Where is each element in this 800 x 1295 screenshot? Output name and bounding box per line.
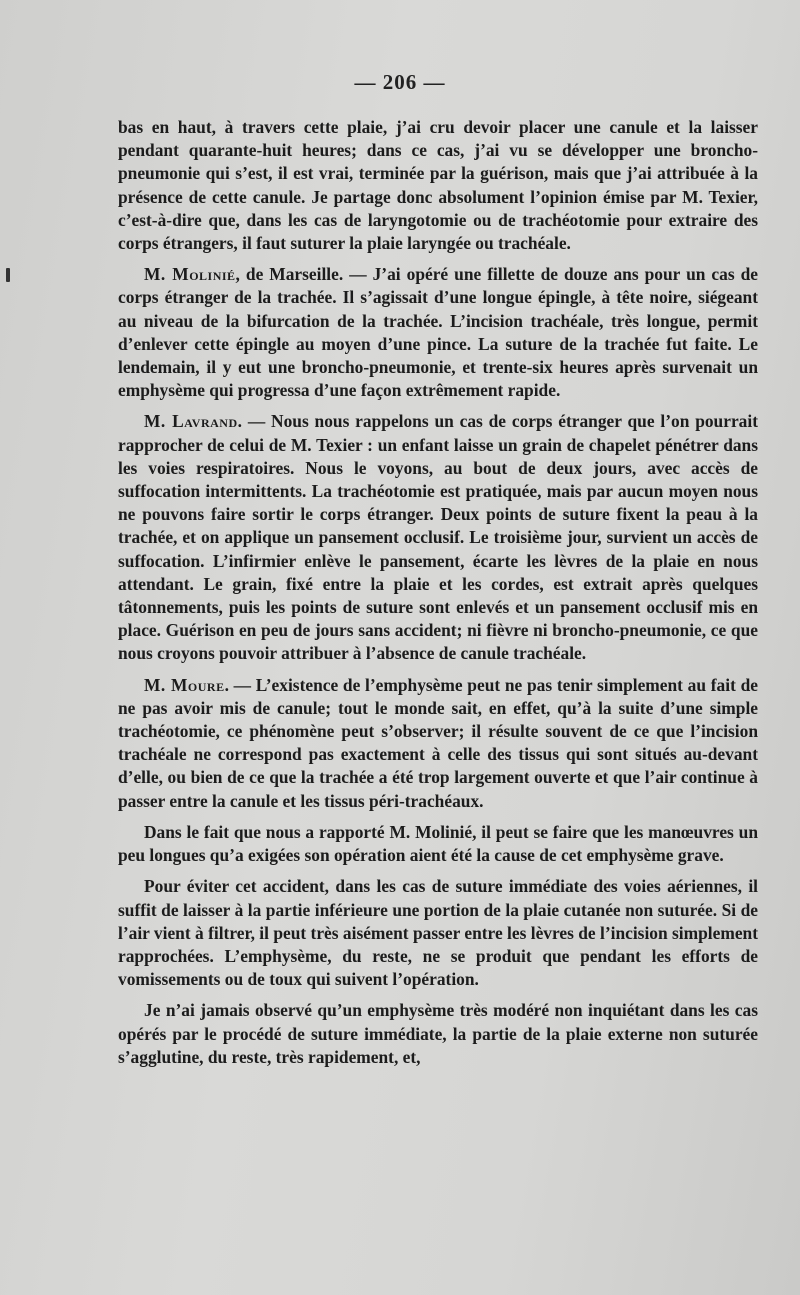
body-text bbox=[118, 116, 758, 1077]
margin-mark bbox=[6, 268, 10, 282]
paragraph-text: . — Nous nous rappelons un cas de corps étranger que l’on pourrait rapprocher de celui de M. Texier : un enfant laisse un grain de chapelet pénétrer dans les voies respiratoires. Nous le voyons, au bout de deux jours, avec accès de suffocation intermittents. La trachéotomie est pratiquée, mais par aucun moyen nous ne pouvons faire sortir le corps étranger. Deux points de suture fixent la peau à la trachée, et on applique un pansement occlusif. Le troisième jour, survient un accès de suffocation. L’infirmier enlève le pansement, écarte les lèvres de la plaie en nous attendant. Le grain, fixé entre la plaie et les cordes, est extrait après quelques tâtonnements, puis les points de suture sont enlevés et un pansement occlusif mis en place. Guérison en peu de jours sans accident; ni fièvre ni broncho-pneumonie, ce que nous croyons pouvoir attribuer à l’absence de canule trachéale. bbox=[118, 411, 758, 664]
page-number: — 206 — bbox=[354, 70, 446, 94]
paragraph-text: Je n’ai jamais observé qu’un emphysème très modéré non inquiétant dans les cas opérés par le procédé de suture immédiate, la partie de la plaie externe non suturée s’agglutine, du reste, très rapidement, et, bbox=[118, 1000, 758, 1067]
paragraph-text: , de Marseille. — J’ai opéré une fillette de douze ans pour un cas de corps étranger de la trachée. Il s’agissait d’une longue épingle, à tête noire, siégeant au niveau de la bifurcation de la trachée. L’incision trachéale, très longue, permit d’enlever cette épingle au moyen d’une pince. La suture de la trachée fut faite. Le lendemain, il y eut une broncho-pneumonie, et trente-six heures après survenait un emphysème qui progressa d’une façon extrêmement rapide. bbox=[118, 264, 759, 401]
paragraph-prevention bbox=[118, 875, 758, 991]
speaker-name: M. Lavrand bbox=[144, 411, 238, 432]
paragraph-continuation bbox=[118, 116, 758, 255]
paragraph-moure bbox=[118, 674, 758, 813]
paragraph-molinie-case bbox=[118, 821, 758, 867]
paragraph-text: bas en haut, à travers cette plaie, j’ai cru devoir placer une canule et la laisser pendant quarante-huit heures; dans ce cas, j’ai vu se développer une broncho-pneumonie qui s’est, il est vrai, terminée par la guérison, mais que j’ai attribuée à la présence de cette canule. Je partage donc absolument l’opinion émise par M. Texier, c’est-à-dire que, dans les cas de laryngotomie ou de trachéotomie pour extraire des corps étrangers, il faut suturer la plaie laryngée ou trachéale. bbox=[118, 117, 758, 254]
paragraph-lavrand bbox=[118, 410, 758, 665]
speaker-name: M. Moure bbox=[144, 674, 225, 695]
paragraph-molinie bbox=[118, 263, 758, 402]
paragraph-text: Pour éviter cet accident, dans les cas de suture immédiate des voies aériennes, il suffit de laisser à la partie inférieure une portion de la plaie cutanée non suturée. Si de l’air vient à filtrer, il peut très aisément passer entre les lèvres de l’incision simplement rapprochées. L’emphysème, du reste, ne se produit que pendant les efforts de vomissements ou de toux qui suivent l’opération. bbox=[118, 876, 758, 990]
paragraph-text: . — L’existence de l’emphysème peut ne pas tenir simplement au fait de ne pas avoir mis de canule; tout le monde sait, en effet, qu’à la suite d’une simple trachéotomie, ce phénomène peut s’observer; il résulte souvent de ce que l’incision trachéale ne correspond pas exactement à celle des tissus qui sont situés au-devant d’elle, ou bien de ce que la trachée a été trop largement ouverte et que l’air continue à passer entre la canule et les tissus péri-trachéaux. bbox=[118, 674, 758, 811]
paragraph-observation bbox=[118, 999, 758, 1069]
paragraph-text: Dans le fait que nous a rapporté M. Molinié, il peut se faire que les manœuvres un peu longues qu’a exigées son opération aient été la cause de cet emphysème grave. bbox=[118, 821, 758, 866]
speaker-name: M. Molinié bbox=[144, 264, 236, 285]
